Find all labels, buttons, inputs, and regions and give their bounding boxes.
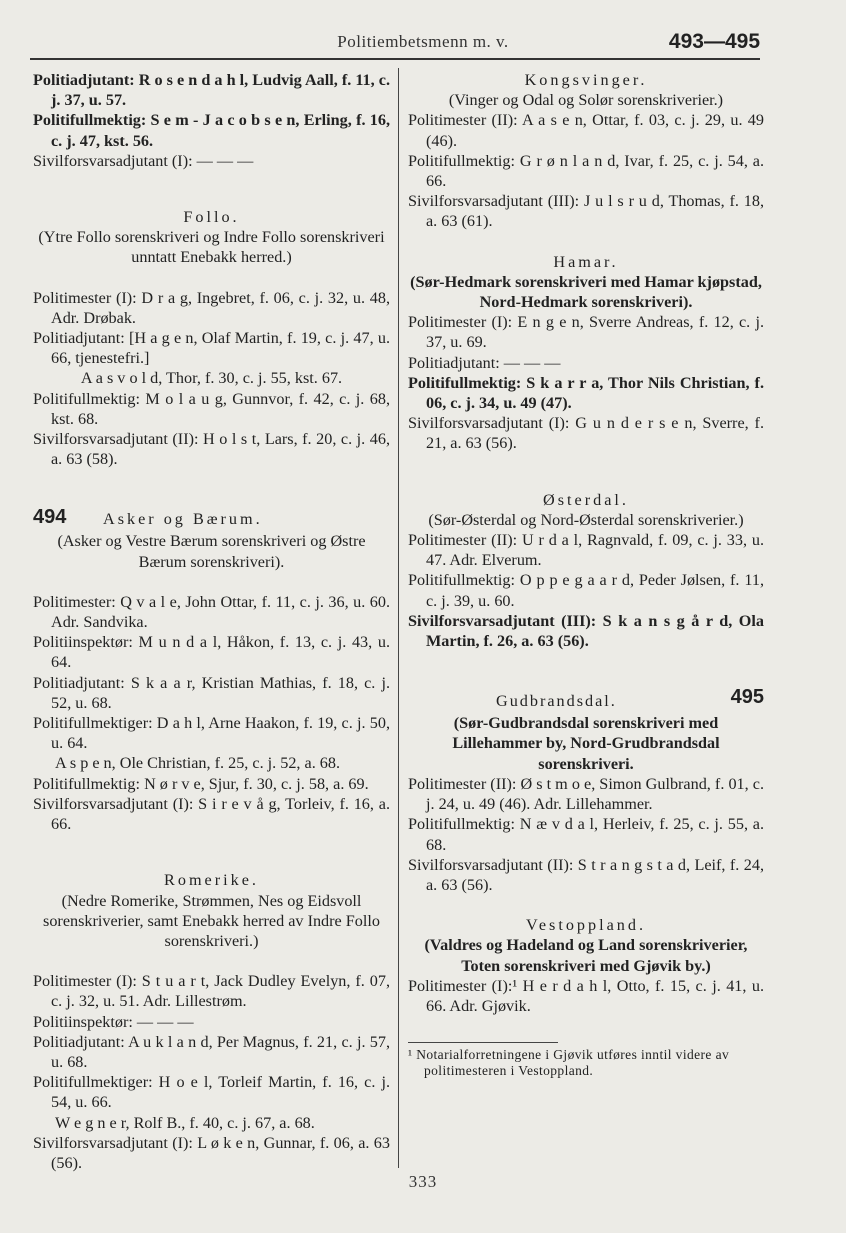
spacer: [408, 454, 764, 490]
running-header-title: Politiembetsmenn m. v.: [337, 32, 509, 51]
official-entry: Politifullmektig: G r ø n l a n d, Ivar, f. 25, c. j. 54, a. 66.: [408, 151, 764, 191]
official-entry: Politifullmektig: S e m - J a c o b s e n, Erling, f. 16, c. j. 47, kst. 56.: [33, 111, 390, 150]
district-description: (Nedre Romerike, Strømmen, Nes og Eidsvoll sorenskriverier, samt Enebakk herred av Indre Follo sorenskriveri.): [43, 891, 380, 950]
column-divider: [398, 68, 399, 1168]
official-entry: Sivilforsvarsadjutant (I): L ø k e n, Gunnar, f. 06, a. 63 (56).: [33, 1133, 390, 1172]
numbered-section-heading: [408, 687, 764, 713]
official-entry: Politimester: Q v a l e, John Ottar, f. 11, c. j. 36, u. 60. Adr. Sandvika.: [33, 592, 390, 632]
official-entry: Politimester (I): D r a g, Ingebret, f. 06, c. j. 32, u. 48, Adr. Drøbak.: [33, 288, 390, 327]
district-title: Follo.: [183, 208, 240, 227]
district-description: (Sør-Gudbrandsdal sorenskriveri med Lillehammer by, Nord-Grudbrandsdal sorenskriveri.: [452, 714, 720, 773]
official-entry: Politimester (I): S t u a r t, Jack Dudley Evelyn, f. 07, c. j. 32, u. 51. Adr. Lillestrøm.: [33, 972, 390, 1011]
page-number: 333: [408, 1172, 438, 1191]
district-title: Gudbrandsdal.: [496, 692, 617, 711]
spacer: [408, 232, 764, 252]
official-entry: Politimester (I):¹ H e r d a h l, Otto, f. 15, c. j. 41, u. 66. Adr. Gjøvik.: [408, 976, 764, 1015]
official-entry: Politifullmektig: O p p e g a a r d, Peder Jølsen, f. 11, c. j. 39, u. 60.: [408, 571, 764, 610]
official-entry: Politimester (II): A a s e n, Ottar, f. 03, c. j. 29, u. 49 (46).: [408, 111, 764, 150]
district-description: (Valdres og Hadeland og Land sorenskriverier, Toten sorenskriveri med Gjøvik by.): [424, 936, 748, 975]
spacer: [33, 834, 390, 870]
spacer: [408, 1016, 764, 1036]
right-column: [408, 70, 764, 1079]
district-description: (Sør-Østerdal og Nord-Østerdal sorenskriverier.): [428, 510, 744, 529]
official-entry: Politiadjutant: R o s e n d a h l, Ludvig Aall, f. 11, c. j. 37, u. 57.: [33, 71, 390, 110]
district-title: Østerdal.: [543, 490, 629, 509]
official-entry: Sivilforsvarsadjutant (III): J u l s r u d, Thomas, f. 18, a. 63 (61).: [408, 192, 764, 231]
district-description: (Asker og Vestre Bærum sorenskriveri og Østre Bærum sorenskriveri).: [57, 532, 366, 571]
footnote-block: [408, 1042, 764, 1079]
section-number: 495: [730, 686, 764, 709]
official-entry: A s p e n, Ole Christian, f. 25, c. j. 52, a. 68.: [55, 754, 341, 773]
spacer: [408, 895, 764, 915]
official-entry: Politiinspektør: — — —: [33, 1012, 194, 1031]
official-entry: Politiadjutant: S k a a r, Kristian Mathias, f. 18, c. j. 52, u. 68.: [33, 673, 390, 712]
footnote: ¹ Notarialforretningene i Gjøvik utføres inntil videre av politimesteren i Vestoppland.: [408, 1047, 730, 1079]
official-entry: Politimester (II): Ø s t m o e, Simon Gulbrand, f. 01, c. j. 24, u. 49 (46). Adr. Lillehammer.: [408, 774, 764, 814]
official-entry: Politiadjutant: — — —: [408, 353, 561, 372]
official-entry: Sivilforsvarsadjutant (I): S i r e v å g, Torleiv, f. 16, a. 66.: [33, 794, 390, 834]
official-entry: Sivilforsvarsadjutant (III): S k a n s g å r d, Ola Martin, f. 26, a. 63 (56).: [408, 611, 764, 651]
district-title: Asker og Bærum.: [103, 510, 263, 529]
district-description: A a s v o l d, Thor, f. 30, c. j. 55, kst. 67.: [80, 369, 343, 388]
district-title: Hamar.: [553, 252, 619, 271]
official-entry: Sivilforsvarsadjutant (II): H o l s t, Lars, f. 20, c. j. 46, a. 63 (58).: [33, 430, 390, 469]
spacer: [33, 572, 390, 592]
official-entry: Politifullmektig: S k a r r a, Thor Nils Christian, f. 06, c. j. 34, u. 49 (47).: [408, 373, 764, 413]
running-header-page-range: 493—495: [668, 30, 760, 53]
district-title: Kongsvinger.: [524, 71, 648, 89]
official-entry: Politifullmektig: N ø r v e, Sjur, f. 30, c. j. 58, a. 69.: [33, 774, 369, 793]
footnote-rule: [408, 1042, 558, 1043]
official-entry: Politiadjutant: A u k l a n d, Per Magnus, f. 21, c. j. 57, u. 68.: [33, 1032, 390, 1071]
official-entry: Politiinspektør: M u n d a l, Håkon, f. 13, c. j. 43, u. 64.: [33, 633, 390, 672]
numbered-section-heading: [33, 505, 390, 531]
header-rule: [30, 58, 760, 60]
spacer: [33, 268, 390, 288]
district-title: Romerike.: [164, 871, 259, 890]
spacer: [33, 469, 390, 505]
official-entry: Sivilforsvarsadjutant (II): S t r a n g s t a d, Leif, f. 24, a. 63 (56).: [408, 855, 764, 894]
spacer: [33, 951, 390, 971]
official-entry: Politimester (I): E n g e n, Sverre Andreas, f. 12, c. j. 37, u. 69.: [408, 313, 764, 352]
spacer: [33, 171, 390, 207]
official-entry: Politifullmektig: M o l a u g, Gunnvor, f. 42, c. j. 68, kst. 68.: [33, 389, 390, 428]
left-column: [33, 70, 390, 1173]
official-entry: Sivilforsvarsadjutant (I): G u n d e r s e n, Sverre, f. 21, a. 63 (56).: [408, 414, 764, 453]
official-entry: Politifullmektiger: H o e l, Torleif Martin, f. 16, c. j. 54, u. 66.: [33, 1073, 390, 1112]
official-entry: Politifullmektiger: D a h l, Arne Haakon, f. 19, c. j. 50, u. 64.: [33, 714, 390, 753]
district-description: (Ytre Follo sorenskriveri og Indre Follo sorenskriveri unntatt Enebakk herred.): [38, 228, 385, 267]
official-entry: Politifullmektig: N æ v d a l, Herleiv, f. 25, c. j. 55, a. 68.: [408, 815, 764, 854]
district-description: (Vinger og Odal og Solør sorenskriverier.): [448, 91, 724, 110]
official-entry: Politimester (II): U r d a l, Ragnvald, f. 09, c. j. 33, u. 47. Adr. Elverum.: [408, 531, 764, 570]
official-entry: Sivilforsvarsadjutant (I): — — —: [33, 151, 254, 170]
spacer: [408, 651, 764, 687]
district-title: Vestoppland.: [525, 916, 647, 935]
district-description: (Sør-Hedmark sorenskriveri med Hamar kjøpstad, Nord-Hedmark sorenskriveri).: [410, 272, 762, 312]
official-entry: W e g n e r, Rolf B., f. 40, c. j. 67, a. 68.: [55, 1113, 315, 1132]
section-number: 494: [33, 506, 67, 529]
official-entry: Politiadjutant: [H a g e n, Olaf Martin, f. 19, c. j. 47, u. 66, tjenestefri.]: [33, 329, 390, 368]
